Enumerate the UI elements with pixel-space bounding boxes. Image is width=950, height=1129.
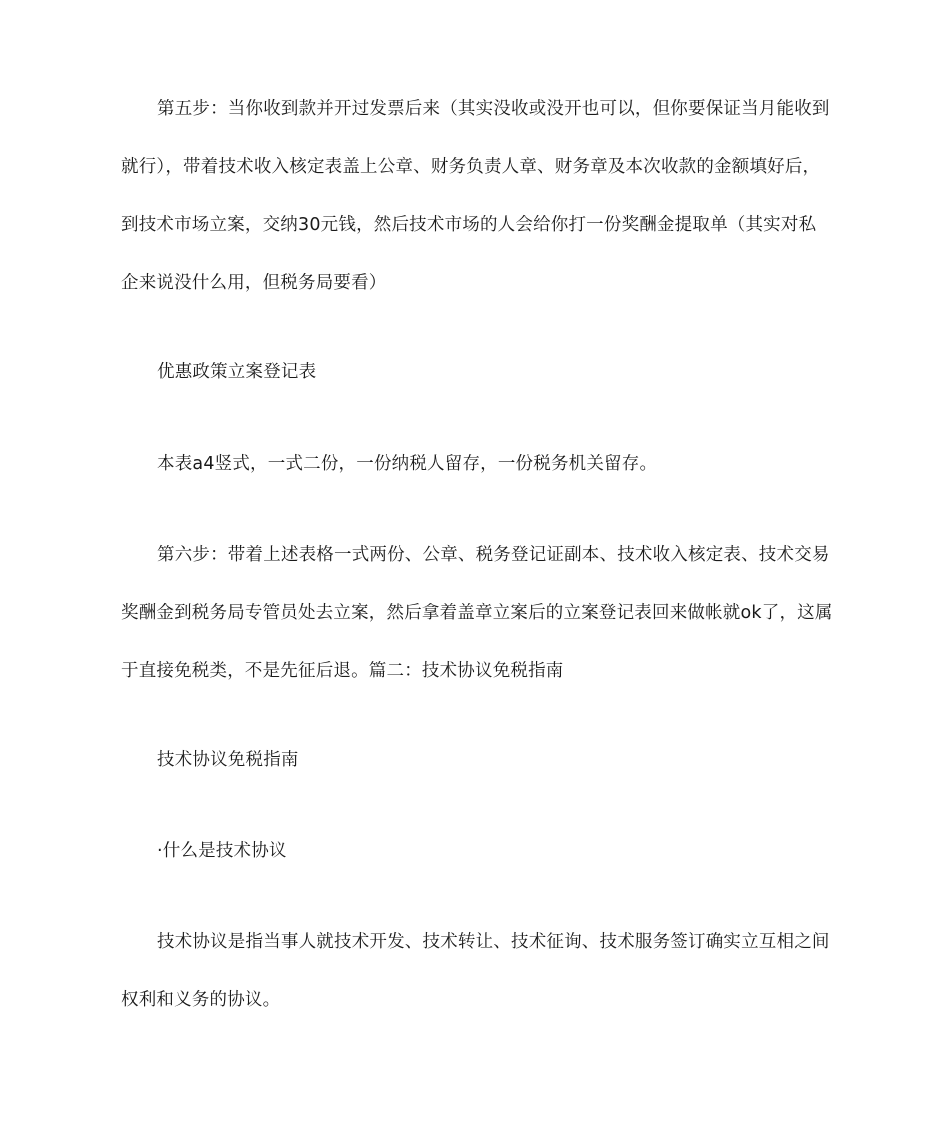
paragraph-step-six: 第六步：带着上述表格一式两份、公章、税务登记证副本、技术收入核定表、技术交易奖酬金到税务局专管员处去立案，然后拿着盖章立案后的立案登记表回来做帐就ok了，这属于直接免税类，不是先征后退。篇二：技术协议免税指南 (121, 545, 833, 681)
section-heading: 技术协议免税指南 (157, 750, 299, 770)
subheading-what-is: ·什么是技术协议 (157, 841, 287, 861)
paragraph-definition: 技术协议是指当事人就技术开发、技术转让、技术征询、技术服务签订确实立互相之间权利和义务的协议。 (121, 932, 830, 1010)
paragraph-form-note: 本表a4竖式，一式二份，一份纳税人留存，一份税务机关留存。 (157, 454, 658, 474)
paragraph-step-five: 第五步：当你收到款并开过发票后来（其实没收或没开也可以，但你要保证当月能收到就行），带着技术收入核定表盖上公章、财务负责人章、财务章及本次收款的金额填好后，到技术市场立案，交纳30元钱，然后技术市场的人会给你打一份奖酬金提取单（其实对私企来说没什么用，但税务局要看） (121, 99, 830, 293)
paragraph-form-title: 优惠政策立案登记表 (157, 362, 317, 382)
